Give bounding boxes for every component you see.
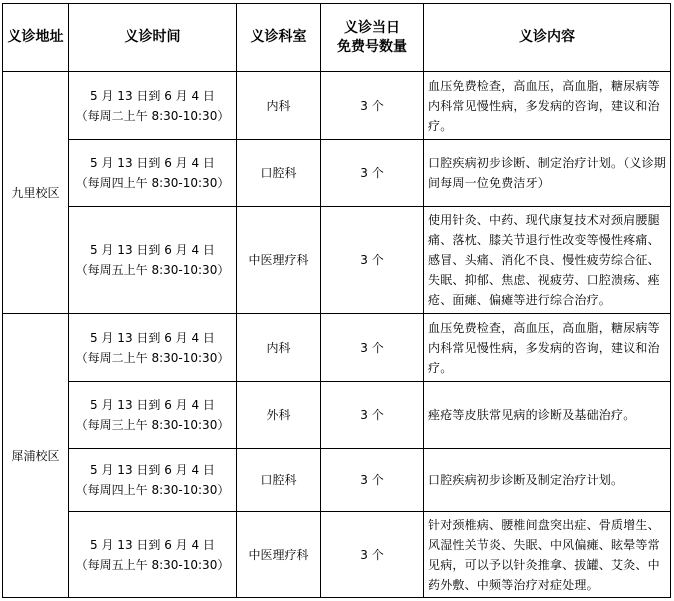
dept-cell: 外科 bbox=[237, 382, 321, 449]
table-row bbox=[3, 512, 671, 598]
time-cell bbox=[69, 512, 237, 598]
content-cell: 使用针灸、中药、现代康复技术对颈肩腰腿痛、落枕、膝关节退行性改变等慢性疼痛、感冒、头痛、消化不良、慢性疲劳综合征、失眠、抑郁、焦虑、视疲劳、口腔溃疡、痤疮、面瘫、偏瘫等进行综合治疗。 bbox=[424, 207, 671, 314]
dept-cell: 内科 bbox=[237, 72, 321, 140]
table-row bbox=[3, 449, 671, 512]
date-range: 5 月 13 日到 6 月 4 日 bbox=[90, 463, 215, 477]
header-dept: 义诊科室 bbox=[237, 4, 321, 72]
header-row bbox=[3, 4, 671, 72]
content-cell: 口腔疾病初步诊断及制定治疗计划。 bbox=[424, 449, 671, 512]
campus-cell: 九里校区 bbox=[3, 72, 69, 314]
dept-cell: 口腔科 bbox=[237, 140, 321, 207]
quota-cell: 3 个 bbox=[321, 512, 424, 598]
content-cell: 血压免费检查，高血压，高血脂，糖尿病等内科常见慢性病，多发病的咨询，建议和治疗。 bbox=[424, 72, 671, 140]
date-range: 5 月 13 日到 6 月 4 日 bbox=[90, 88, 215, 103]
table-row bbox=[3, 207, 671, 314]
header-quota-line1: 义诊当日 bbox=[344, 19, 400, 36]
table-row bbox=[3, 382, 671, 449]
header-content: 义诊内容 bbox=[424, 4, 671, 72]
header-address: 义诊地址 bbox=[3, 4, 69, 72]
weekly-schedule: （每周五上午 8:30-10:30） bbox=[75, 557, 230, 572]
time-cell bbox=[69, 140, 237, 207]
content-cell: 口腔疾病初步诊断、制定治疗计划。（义诊期间每周一位免费洁牙） bbox=[424, 140, 671, 207]
table-row bbox=[3, 72, 671, 140]
time-cell bbox=[69, 207, 237, 314]
free-clinic-schedule-table bbox=[2, 3, 671, 598]
weekly-schedule: （每周四上午 8:30-10:30） bbox=[75, 176, 230, 190]
header-time: 义诊时间 bbox=[69, 4, 237, 72]
date-range: 5 月 13 日到 6 月 4 日 bbox=[90, 156, 215, 170]
quota-cell: 3 个 bbox=[321, 449, 424, 512]
header-quota bbox=[321, 4, 424, 72]
quota-cell: 3 个 bbox=[321, 140, 424, 207]
time-cell bbox=[69, 72, 237, 140]
date-range: 5 月 13 日到 6 月 4 日 bbox=[90, 243, 215, 257]
weekly-schedule: （每周二上午 8:30-10:30） bbox=[75, 350, 230, 365]
date-range: 5 月 13 日到 6 月 4 日 bbox=[90, 330, 215, 345]
time-cell bbox=[69, 314, 237, 382]
weekly-schedule: （每周四上午 8:30-10:30） bbox=[75, 483, 230, 497]
quota-cell: 3 个 bbox=[321, 314, 424, 382]
header-quota-line2: 免费号数量 bbox=[337, 38, 407, 55]
content-cell: 血压免费检查，高血压，高血脂，糖尿病等内科常见慢性病，多发病的咨询，建议和治疗。 bbox=[424, 314, 671, 382]
campus-cell: 犀浦校区 bbox=[3, 314, 69, 598]
quota-cell: 3 个 bbox=[321, 207, 424, 314]
weekly-schedule: （每周三上午 8:30-10:30） bbox=[75, 418, 230, 432]
dept-cell: 内科 bbox=[237, 314, 321, 382]
date-range: 5 月 13 日到 6 月 4 日 bbox=[90, 398, 215, 412]
content-cell: 痤疮等皮肤常见病的诊断及基础治疗。 bbox=[424, 382, 671, 449]
time-cell bbox=[69, 382, 237, 449]
dept-cell: 口腔科 bbox=[237, 449, 321, 512]
table-row bbox=[3, 314, 671, 382]
dept-cell: 中医理疗科 bbox=[237, 512, 321, 598]
content-cell: 针对颈椎病、腰椎间盘突出症、骨质增生、风湿性关节炎、失眠、中风偏瘫、眩晕等常见病，可以予以针灸推拿、拔罐、艾灸、中药外敷、中频等治疗对症处理。 bbox=[424, 512, 671, 598]
time-cell bbox=[69, 449, 237, 512]
weekly-schedule: （每周二上午 8:30-10:30） bbox=[75, 108, 230, 123]
quota-cell: 3 个 bbox=[321, 382, 424, 449]
weekly-schedule: （每周五上午 8:30-10:30） bbox=[75, 263, 230, 277]
table-row bbox=[3, 140, 671, 207]
date-range: 5 月 13 日到 6 月 4 日 bbox=[90, 537, 215, 552]
dept-cell: 中医理疗科 bbox=[237, 207, 321, 314]
quota-cell: 3 个 bbox=[321, 72, 424, 140]
